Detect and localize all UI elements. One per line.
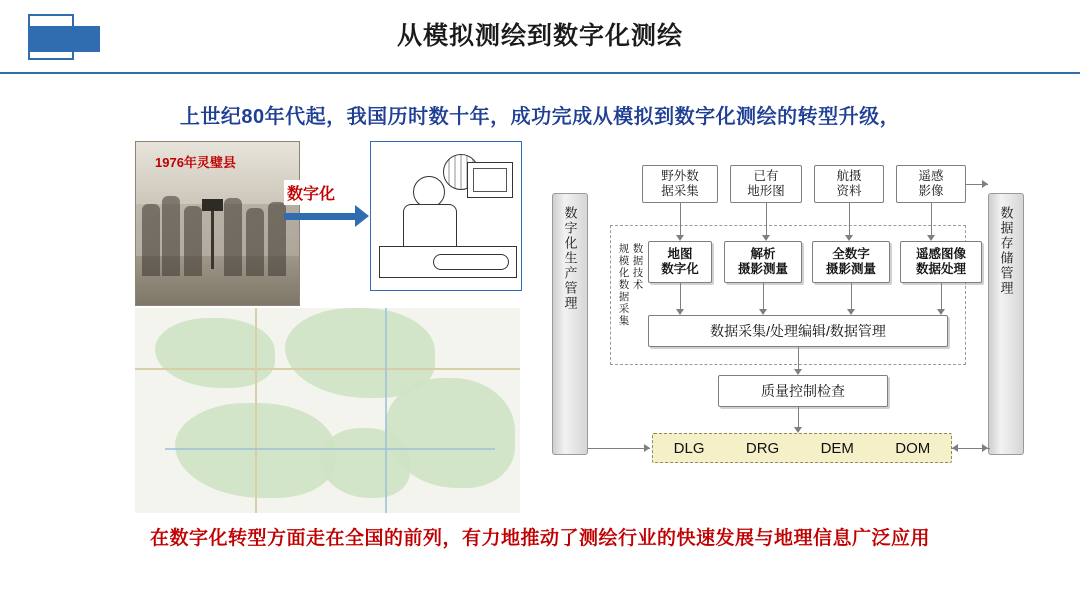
headline-text: 上世纪80年代起，我国历时数十年，成功完成从模拟到数字化测绘的转型升级， (179, 106, 901, 128)
product-dom: DOM (895, 439, 931, 457)
page-title: 从模拟测绘到数字化测绘 (396, 22, 683, 50)
connector-vertical (931, 203, 932, 237)
process-node-digital-photogrammetry (812, 241, 890, 283)
source-node-existing-map (730, 165, 802, 203)
connector-arrow (952, 444, 958, 452)
connector-vertical (941, 283, 942, 311)
photo-person (142, 204, 160, 276)
digitization-arrow-line (284, 213, 356, 220)
map-vegetation-area (320, 428, 410, 498)
source-node-aerial-data (814, 165, 884, 203)
photo-person (184, 206, 202, 276)
map-road (255, 308, 257, 513)
map-road (135, 368, 520, 370)
product-dlg: DLG (673, 439, 705, 457)
left-vertical-bar-label: 数字化生产管理 (562, 206, 578, 311)
products-band (652, 433, 952, 463)
photo-theodolite (211, 209, 214, 269)
photo-caption: 1976年灵璧县 (155, 155, 236, 170)
connector-arrow (644, 444, 650, 452)
process-node-rs-image-processing-label: 遥感图像 数据处理 (915, 247, 966, 276)
process-group-label: 规 模 化 数 据 采 集 (618, 243, 630, 327)
connector-arrow (982, 180, 988, 188)
connector-vertical (849, 203, 850, 237)
slide-header (0, 0, 1080, 74)
photo-person (224, 198, 242, 276)
product-dem: DEM (820, 439, 854, 457)
connector-vertical (680, 203, 681, 237)
cartoon-illustration (370, 141, 522, 291)
process-node-map-digitization (648, 241, 712, 283)
source-node-field-survey-label: 野外数 据采集 (661, 169, 699, 198)
management-node (648, 315, 948, 347)
source-node-field-survey (642, 165, 718, 203)
digitization-arrow-label: 数字化 (284, 180, 338, 205)
workflow-diagram (540, 165, 1050, 475)
digitization-arrow-head (355, 205, 369, 227)
connector-arrow (982, 444, 988, 452)
connector-vertical (766, 203, 767, 237)
connector-vertical (851, 283, 852, 311)
process-node-analytical-photogrammetry (724, 241, 802, 283)
conclusion-text: 在数字化转型方面走在全国的前列，有力地推动了测绘行业的快速发展与地理信息广泛应用 (149, 528, 930, 549)
cartoon-data-stream (433, 254, 509, 270)
source-node-aerial-data-label: 航摄 资料 (836, 169, 862, 198)
quality-control-node (718, 375, 888, 407)
process-group-label-2: 数 据 技 术 (632, 243, 644, 291)
process-node-digital-photogrammetry-label: 全数字 摄影测量 (825, 247, 876, 276)
map-vegetation-area (155, 318, 275, 388)
map-stream (385, 308, 387, 513)
photo-person (162, 196, 180, 276)
right-vertical-bar (988, 193, 1024, 455)
right-vertical-bar-label: 数据存储管理 (998, 206, 1014, 296)
process-node-map-digitization-label: 地图 数字化 (661, 247, 699, 276)
process-node-analytical-photogrammetry-label: 解析 摄影测量 (737, 247, 788, 276)
digital-map-image (135, 308, 520, 513)
source-node-existing-map-label: 已有 地形图 (747, 169, 785, 198)
cartoon-screen (473, 168, 507, 192)
left-vertical-bar (552, 193, 588, 455)
connector-vertical (763, 283, 764, 311)
management-node-label: 数据采集/处理编辑/数据管理 (710, 322, 886, 339)
source-node-remote-sensing (896, 165, 966, 203)
map-stream (165, 448, 495, 450)
connector-vertical (798, 347, 799, 371)
photo-person (246, 208, 264, 276)
header-divider (0, 72, 1080, 74)
connector-vertical (680, 283, 681, 311)
connector-left-to-products (588, 448, 650, 449)
process-node-rs-image-processing (900, 241, 982, 283)
source-node-remote-sensing-label: 遥感 影像 (918, 169, 944, 198)
quality-control-node-label: 质量控制检查 (761, 382, 845, 399)
product-drg: DRG (745, 439, 780, 457)
